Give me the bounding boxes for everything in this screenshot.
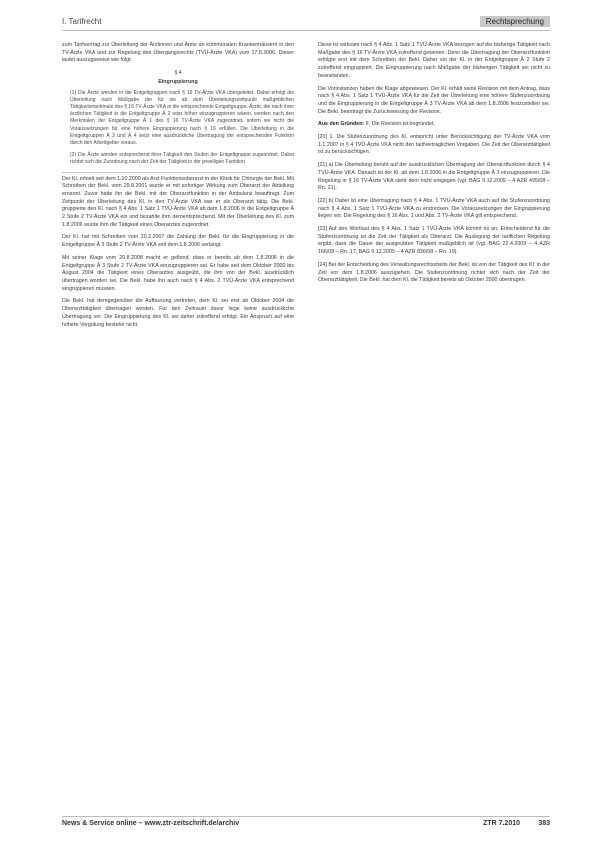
grounds-intro: II. Die Revision ist begründet.: [365, 121, 435, 128]
grounds-heading: [318, 121, 550, 129]
quoted-provision-2: (2) Die Ärzte werden entsprechend ihrer Tätigkeit den Stufen der Entgeltgruppe zugeordnet. Dabei richtet sich die Zuordnung nach der Zeit der Tätigkeit in der jeweiligen Funktion.: [70, 152, 294, 166]
section-heading: I. Tarifrecht: [62, 17, 102, 26]
right-column: [318, 42, 550, 290]
quoted-provision-1: (1) Die Ärzte werden in die Entgeltgruppen nach § 16 TV-Ärzte VKA übergeleitet. Dabei erfolgt die Überleitung nach Maßgabe der für sie ab dem Überleitungszeitpunkt maßgeblichen Tätigkeitsmerkmale des § 16 TV-Ärzte VKA in die entsprechende Entgeltgruppe. Ärzte, die nach ihrer ärztlichen Tätigkeit in die Entgeltgruppe Ä 2 oder höher einzugruppieren wären, werden nach den Merkmalen der Entgeltgruppe Ä 1 des § 16 TV-Ärzte VKA zugeordnet, sofern sie nicht die Voraussetzungen für eine höhere Eingruppierung nach § 16 erfüllen. Die Überleitung in die Entgeltgruppen Ä 3 und Ä 4 setzt eine ausdrückliche Übertragung der entsprechenden Funktion durch den Arbeitgeber voraus.: [70, 89, 294, 146]
divider: [62, 172, 294, 173]
facts-paragraph-4: Die Bekl. hat demgegenüber die Auffassung vertreten, dem Kl. sei erst ab Oktober 2004 die Oberarzttätigkeit übertragen worden. Für den Zeitraum davor liege keine ausdrückliche Übertragung vor. Die Eingruppierung des Kl. sei daher zutreffend erfolgt. Ein Anspruch auf eine höhere Vergütung bestehe nicht.: [62, 298, 294, 328]
grounds-paragraph-20: [20] 1. Die Stufenzuordnung des Kl. entspricht unter Berücksichtigung der TV-Ärzte VKA vom 1.1.2007 in § 4 TVÜ-Ärzte VKA nicht den tarifvertraglichen Vorgaben. Die Zeit der Oberarzttätigkeit ist zu berücksichtigen.: [318, 134, 550, 156]
facts-paragraph-2: Der Kl. hat mit Schreiben vom 20.2.2007 die Zahlung der Bekl. für die Eingruppierung in die Entgeltgruppe Ä 3 Stufe 2 TV-Ärzte VKA seit dem 1.8.2006 verlangt.: [62, 234, 294, 249]
grounds-lead: Aus den Gründen:: [318, 121, 365, 128]
right-paragraph-1: Diese ist wirksam nach § 4 Abs. 1 Satz 1 TVÜ-Ärzte VKA bezogen auf die bisherige Tätigkeit nach Maßgabe des § 16 TV-Ärzte VKA zutreffend gewesen. Denn die Übertragung der Oberarztfunktion erfolgte erst mit dem Schreiben der Bekl. Daher sei der Kl. in der Entgeltgruppe Ä 2 Stufe 2 zutreffend eingruppiert. Die Eingruppierung nach Maßgabe der bisherigen Tätigkeit sei nicht zu beanstanden.: [318, 42, 550, 79]
section-number: § 4: [174, 70, 182, 77]
facts-paragraph-3: Mit seiner Klage vom 20.8.2008 macht er geltend, dass er bereits ab dem 1.8.2006 in die Entgeltgruppe Ä 3 Stufe 2 TV-Ärzte VKA einzugruppieren sei. Er habe seit dem Oktober 2000 bis August 2004 die Tätigkeit eines Oberarztes ausgeübt, die ihm von der Bekl. ausdrücklich übertragen worden sei. Die Bekl. habe ihn auch nach § 4 Abs. 2 TVÜ-Ärzte VKA entsprechend eingruppieren müssen.: [62, 254, 294, 292]
grounds-paragraph-24: [24] Bei der Entscheidung des Verwaltungsrechtsstreits der Bekl. ist von der Tätigkeit des Kl. in der Zeit vor dem 1.8.2006 auszugehen. Die Stufenzuordnung richtet sich nach der Zeit der Oberarzttätigkeit. Die Bekl. hat dem Kl. die Tätigkeit bereits ab Oktober 2000 übertragen.: [318, 261, 550, 284]
grounds-paragraph-23: [23] Auf den Wortlaut des § 4 Abs. 1 Satz 1 TVÜ-Ärzte VKA kommt es an. Entscheidend für die Stufenzuordnung ist die Zeit der Tätigkeit als Oberarzt. Die Auslegung der tariflichen Regelung ergibt, dass die Dauer der ausgeübten Tätigkeit maßgeblich ist (vgl. BAG 22.4.2009 – 4 AZR 166/08 – Rn. 17; BAG 9.12.2009 – 4 AZR 836/08 – Rn. 19).: [318, 226, 550, 256]
page-number: 383: [538, 820, 550, 827]
grounds-paragraph-22: [22] b) Dabei ist eine Übertragung nach § 4 Abs. 1 TVÜ-Ärzte VKA auch auf die Stufenzuordnung nach § 4 Abs. 1 Satz 1 TVÜ-Ärzte VKA zu erstrecken. Die Voraussetzungen der Eingruppierung liegen vor. Die Regelung des § 16 Abs. 1 und Abs. 2 TV-Ärzte VKA gilt entsprechend.: [318, 197, 550, 220]
page-footer: [62, 816, 550, 831]
grounds-paragraph-21: [21] a) Die Überleitung beruht auf der ausdrücklichen Übertragung der Oberarztfunktion durch § 4 TVÜ-Ärzte VKA. Danach ist der Kl. ab dem 1.8.2006 in die Entgeltgruppe Ä 3 einzugruppieren. Die Regelung in § 16 TV-Ärzte VKA steht dem nicht entgegen (vgl. BAG 9.12.2009 – 4 AZR 495/08 – Rn. 21).: [318, 162, 550, 192]
journal-issue: ZTR 7.2010: [483, 820, 520, 827]
footer-website-link[interactable]: News & Service online – www.ztr-zeitschrift.de/archiv: [62, 820, 240, 827]
right-paragraph-2: Die Vorinstanzen haben die Klage abgewiesen. Der Kl. erhält seine Revision mit dem Antrag, dass nach § 4 Abs. 1 Satz 1 TVÜ-Ärzte VKA für die Zeit der Überleitung eine höhere Stufenzuordnung und die Eingruppierung in die Entgeltgruppe Ä 3 TV-Ärzte VKA ab dem 1.8.2006 festzustellen sei. Die Bekl. beantragt die Zurückweisung der Revision.: [318, 85, 550, 115]
page-header: [62, 16, 550, 31]
facts-paragraph-1: Der Kl. erhielt seit dem 1.10.2000 als Arzt Funktionsoberarzt in der Klinik für Chirurgie der Bekl. Mit Schreiben der Bekl. vom 29.8.2001 wurde er mit sofortiger Wirkung zum Oberarzt der Abteilung ernannt. Zuvor hatte ihn die Bekl. mit der Oberarztfunktion in der Ambulanz beauftragt. Zum Zeitpunkt der Überleitung des Kl. in den TV-Ärzte VKA war er als Oberarzt tätig. Die Bekl. gruppierte den Kl. nach § 4 Abs. 1 Satz 1 TVÜ-Ärzte VKA ab dem 1.8.2006 in die Entgeltgruppe Ä 2 Stufe 2 TV-Ärzte VKA ein und bezahlte ihm dementsprechend. Mit der Überleitung des Kl. zum 1.8.2006 wurde ihm die Tätigkeit eines Oberarztes zugeordnet.: [62, 175, 294, 228]
category-tag: Rechtsprechung: [480, 16, 550, 27]
left-column: [62, 42, 294, 334]
section-title: Eingruppierung: [158, 78, 198, 85]
intro-paragraph: zum Tarifvertrag zur Überleitung der Ärztinnen und Ärzte an kommunalen Krankenhäusern in den TV-Ärzte VKA und zur Regelung des Übergangsrechts (TVÜ-Ärzte VKA) vom 17.8.2006. Dieser lautet auszugsweise wie folgt:: [62, 42, 294, 64]
